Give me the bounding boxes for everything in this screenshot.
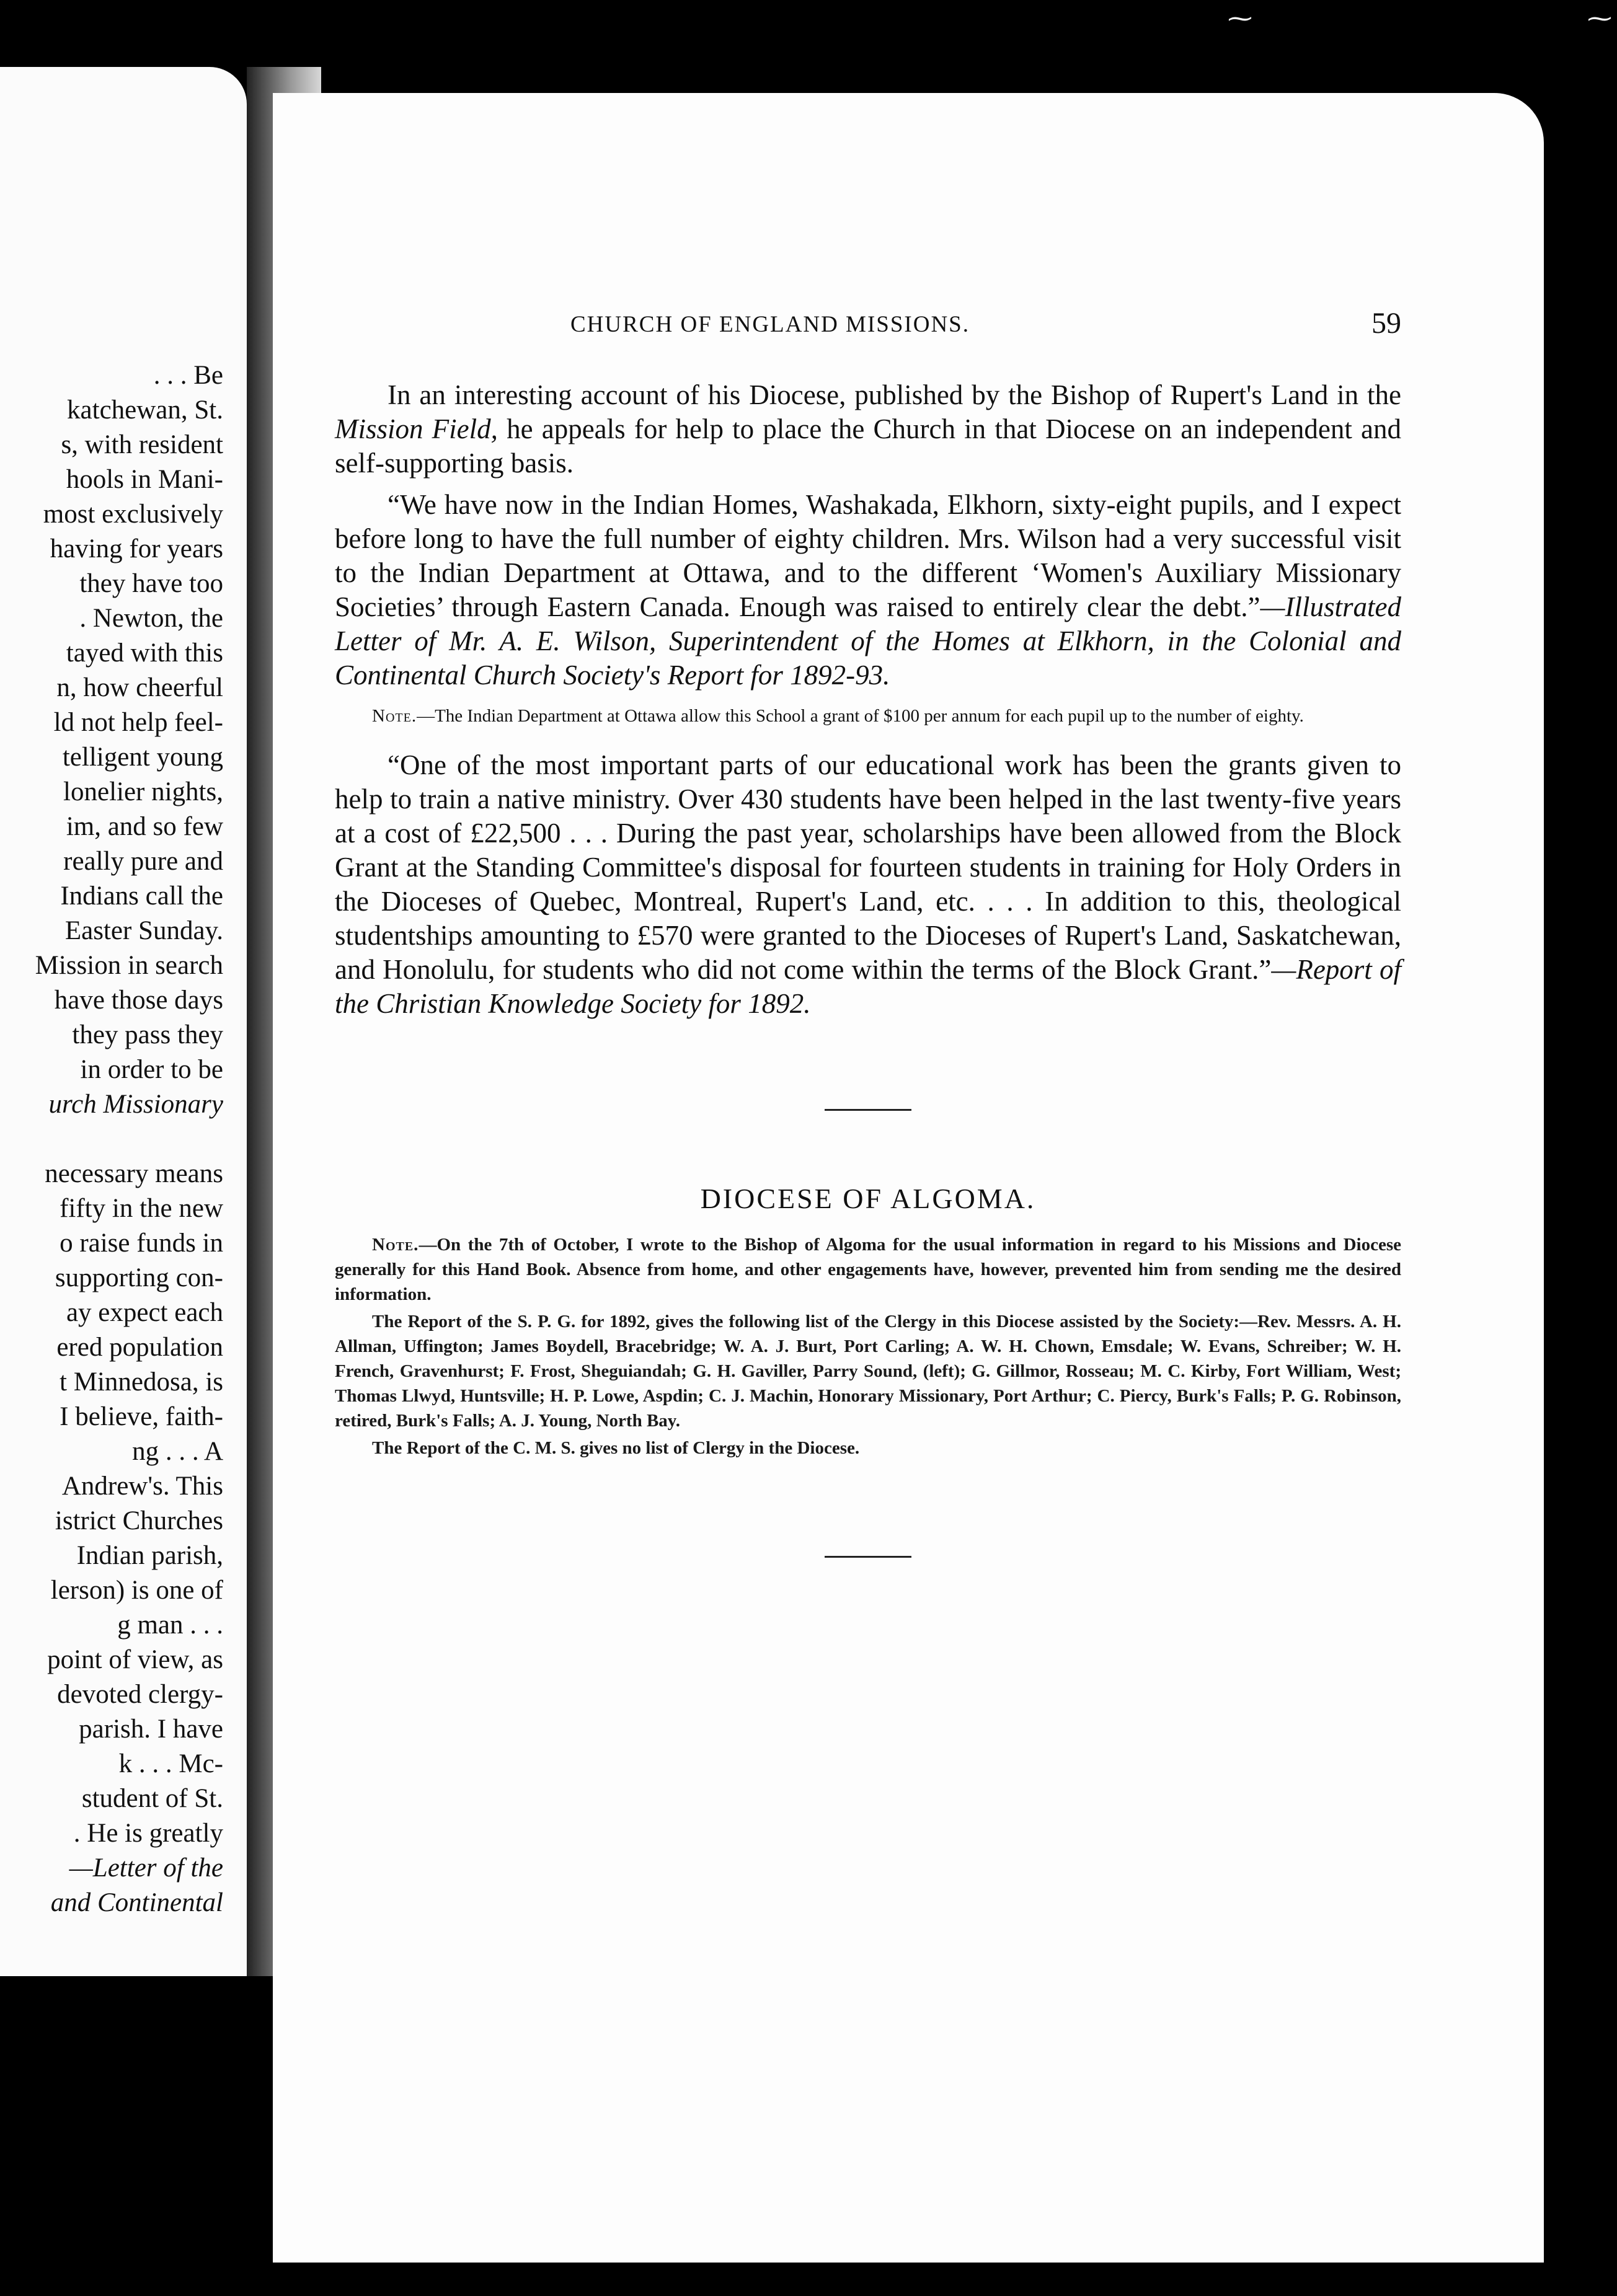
left-page-line: Mission in search [35, 951, 223, 980]
left-page-line: Indian parish, [76, 1541, 223, 1570]
left-page-line: hools in Mani- [66, 465, 223, 494]
left-page-line: lerson) is one of [50, 1576, 223, 1605]
section-divider [825, 1109, 911, 1111]
left-page-line: im, and so few [66, 812, 223, 841]
left-page-line: n, how cheerful [56, 673, 223, 702]
intro-paragraph [335, 378, 1401, 480]
left-page-line: t Minnedosa, is [60, 1367, 223, 1397]
left-page-line: . . . Be [153, 361, 223, 390]
left-page-line: point of view, as [47, 1645, 223, 1674]
ottawa-note [335, 704, 1401, 728]
note-label: Note. [372, 706, 417, 726]
end-divider [825, 1556, 911, 1558]
left-page-line: ay expect each [66, 1298, 223, 1327]
left-page-line: Easter Sunday. [64, 916, 223, 945]
left-page-line: urch Missionary [48, 1090, 223, 1119]
intro-text: In an interesting account of his Diocese, published by the Bishop of Rupert's Land in the [388, 379, 1401, 410]
left-page-line: having for years [50, 534, 223, 563]
spck-quote [335, 748, 1401, 1021]
left-page-line: fifty in the new [60, 1194, 223, 1223]
left-page-line: katchewan, St. [67, 395, 223, 425]
scan-mark: ⁓ [1228, 4, 1252, 32]
cms-note: The Report of the C. M. S. gives no list of Clergy in the Diocese. [372, 1438, 860, 1458]
left-page-line: ld not help feel- [53, 708, 223, 737]
left-page-line: ered population [56, 1333, 223, 1362]
page-number: 59 [1371, 307, 1401, 340]
left-page-line: student of St. [81, 1784, 223, 1813]
left-page-line: g man . . . [117, 1610, 223, 1640]
left-page-line: supporting con- [55, 1263, 223, 1292]
left-page-line: ng . . . A [132, 1437, 223, 1466]
left-page-line: they have too [79, 569, 223, 598]
left-page-line: have those days [54, 986, 223, 1015]
left-page-line: tayed with this [66, 638, 223, 668]
left-page-line: k . . . Mc- [118, 1749, 223, 1778]
left-page-line: Indians call the [60, 881, 223, 911]
left-page-line: istrict Churches [55, 1506, 223, 1535]
spck-quote-text: “One of the most important parts of our educational work has been the grants given to help to train a native ministry. Over 430 students have been helped in the last twenty-five years at a cost of £22,500 . . . During the past year, scholarships have been allowed from the Block Grant at the Standing Committee's disposal for fourteen students in training for Holy Orders in the Dioceses of Quebec, Montreal, Rupert's Land, etc. . . . In addition to this, theological studentships amounting to £570 were granted to the Dioceses of Rupert's Land, Saskatchewan, and Honolulu, for students who did not come within the terms of the Block Grant.” [335, 749, 1401, 985]
wilson-citation: —Illustrated Letter of Mr. A. E. Wilson, Superintendent of the Homes at Elkhorn, in the Colonial and Continental Church Society's Report for 1892-93. [335, 591, 1401, 691]
algoma-note-text: —On the 7th of October, I wrote to the Bishop of Algoma for the usual information in regard to his Missions and Diocese generally for this Hand Book. Absence from home, and other engagements have, however, prevented him from sending me the desired information. [335, 1235, 1401, 1304]
left-page-line: I believe, faith- [60, 1402, 223, 1431]
left-page-line: Andrew's. This [61, 1472, 223, 1501]
left-page-line: really pure and [63, 847, 223, 876]
left-page-line: telligent young [62, 743, 223, 772]
intro-text-end: he appeals for help to place the Church in that Diocese on an independent and self-supporting basis. [335, 413, 1401, 479]
left-page-line: . Newton, the [79, 604, 223, 633]
left-page-line: they pass they [72, 1020, 223, 1049]
mission-field-title: Mission Field, [335, 413, 498, 444]
wilson-quote-text: “We have now in the Indian Homes, Washakada, Elkhorn, sixty-eight pupils, and I expect before long to have the full number of eighty children. Mrs. Wilson had a very successful visit to the Indian Department at Ottawa, and to the different ‘Women's Auxiliary Missionary Societies’ through Eastern Canada. Enough was raised to entirely clear the debt.” [335, 489, 1401, 622]
left-page-line: and Continental [50, 1888, 223, 1917]
section-title: DIOCESE OF ALGOMA. [700, 1183, 1036, 1214]
left-page-line: in order to be [80, 1055, 223, 1084]
right-page [273, 93, 1544, 2263]
left-page-line: . He is greatly [73, 1819, 223, 1848]
ottawa-note-text: —The Indian Department at Ottawa allow this School a grant of $100 per annum for each pupil up to the number of eighty. [417, 706, 1304, 726]
left-page-line: s, with resident [61, 430, 223, 459]
left-page-line: o raise funds in [60, 1229, 223, 1258]
scan-mark: ⁓ [1587, 4, 1612, 32]
wilson-quote [335, 488, 1401, 692]
algoma-note [335, 1232, 1401, 1307]
left-page-line: most exclusively [43, 500, 223, 529]
left-page-line: —Letter of the [69, 1853, 223, 1883]
left-page-line: necessary means [45, 1159, 223, 1188]
running-head: CHURCH OF ENGLAND MISSIONS. [570, 312, 970, 337]
left-page [0, 67, 247, 1976]
left-page-line: parish. I have [79, 1715, 223, 1744]
left-page-text [0, 358, 223, 1920]
left-page-line: devoted clergy- [57, 1680, 223, 1709]
page-header [335, 307, 1401, 348]
note-label: Note. [372, 1235, 419, 1255]
spck-citation: —Report of the Christian Knowledge Society for 1892. [335, 954, 1401, 1019]
spg-clergy-list: The Report of the S. P. G. for 1892, gives the following list of the Clergy in this Diocese assisted by the Society:—Rev. Messrs. A. H. Allman, Uffington; James Boydell, Bracebridge; W. A. J. Burt, Port Carling; A. W. H. Chown, Emsdale; W. Evans, Schreiber; W. H. French, Gravenhurst; F. Frost, Sheguiandah; G. H. Gaviller, Parry Sound, (left); G. Gillmor, Rosseau; M. C. Kirby, Fort William, West; Thomas Llwyd, Huntsville; H. P. Lowe, Aspdin; C. J. Machin, Honorary Missionary, Port Arthur; C. Piercy, Burk's Falls; P. G. Robinson, retired, Burk's Falls; A. J. Young, North Bay. [335, 1312, 1401, 1431]
left-page-line: lonelier nights, [63, 777, 223, 806]
page-body [335, 378, 1401, 1558]
